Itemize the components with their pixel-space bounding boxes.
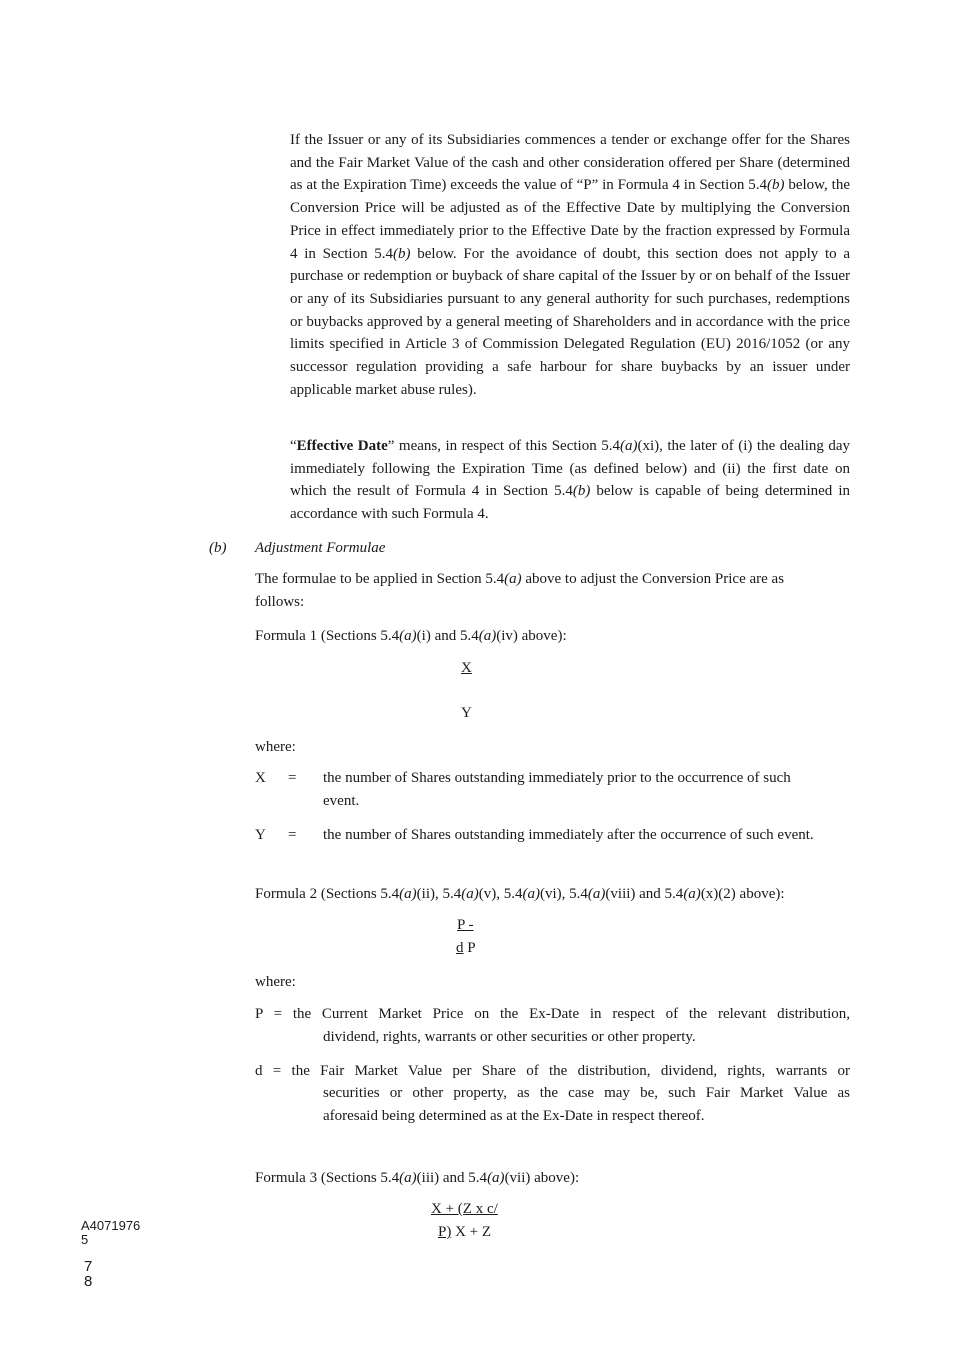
page-number	[84, 1258, 93, 1290]
formula1-def-y-text: the number of Shares outstanding immediately after the occurrence of such event.	[323, 827, 814, 843]
formula1-def-x-text: the number of Shares outstanding immediately prior to the occurrence of such	[323, 770, 791, 786]
formula1-def-x-text-cont: event.	[323, 793, 360, 809]
formula2-denominator	[456, 937, 476, 960]
formula3-denominator-rest: X + Z	[455, 1224, 492, 1240]
section-title: Adjustment Formulae	[255, 540, 386, 556]
formula2-def-d-cont1: securities or other property, as the case may be, such Fair Market Value as	[323, 1085, 850, 1101]
section-number: (b)	[209, 540, 227, 556]
formula2-def-p-cont: dividend, rights, warrants or other securities or other property.	[323, 1029, 696, 1045]
formula1-where: where:	[255, 739, 296, 755]
formula3-denominator-underlined: P)	[438, 1224, 452, 1240]
formula2-where: where:	[255, 974, 296, 990]
defined-term: Effective Date	[296, 438, 388, 454]
formula3-numerator: X + (Z x c/	[431, 1201, 498, 1217]
formula1-heading: Formula 1 (Sections 5.4(a)(i) and 5.4(a)(iv) above):	[255, 628, 567, 644]
formula3-heading: Formula 3 (Sections 5.4(a)(iii) and 5.4(a)(vii) above):	[255, 1170, 580, 1186]
formula1-def-x-symbol: X	[255, 770, 266, 786]
formula1-denominator: Y	[461, 705, 472, 721]
formula3-denominator	[438, 1221, 491, 1244]
formula1-def-y-equals: =	[288, 827, 297, 843]
page-number-digit-2: 8	[84, 1273, 93, 1290]
formula2-denominator-underlined: d	[456, 940, 464, 956]
formula2-denominator-rest: P	[467, 940, 476, 956]
document-id-line2: 5	[81, 1232, 89, 1247]
formula2-def-p: P = the Current Market Price on the Ex-Date in respect of the relevant distribution,	[255, 1006, 850, 1022]
formula2-def-d: d = the Fair Market Value per Share of the distribution, dividend, rights, warrants or	[255, 1063, 850, 1079]
formulae-intro: The formulae to be applied in Section 5.4(a) above to adjust the Conversion Price are as follows:	[255, 571, 785, 610]
tender-offer-paragraph: If the Issuer or any of its Subsidiaries commences a tender or exchange offer for the Shares and the Fair Market Value of the cash and other consideration offered per Share (determined as at the Expiration Time) exceeds the value of “P” in Formula 4 in Section 5.4(b) below, the Conversion Price will be adjusted as of the Effective Date by multiplying the Conversion Price in effect immediately prior to the Effective Date by the fraction expressed by Formula 4 in Section 5.4(b) below. For the avoidance of doubt, this section does not apply to a purchase or redemption or buyback of share capital of the Issuer by or on behalf of the Issuer or any of its Subsidiaries pursuant to any general authority for such purchases, redemptions or buybacks approved by a general meeting of Shareholders and in accordance with the price limits specified in Article 3 of Commission Delegated Regulation (EU) 2016/1052 (or any successor regulation providing a safe harbour for share buybacks by an issuer under applicable market abuse rules).	[290, 132, 851, 398]
document-id	[81, 1219, 140, 1247]
formula2-heading: Formula 2 (Sections 5.4(a)(ii), 5.4(a)(v), 5.4(a)(vi), 5.4(a)(viii) and 5.4(a)(x)(2) above):	[255, 886, 785, 902]
formula2-def-d-cont2: aforesaid being determined as at the Ex-Date in respect thereof.	[323, 1108, 705, 1124]
formula1-def-y-symbol: Y	[255, 827, 266, 843]
formula2-numerator: P -	[457, 917, 474, 933]
page-number-digit: 7	[84, 1258, 93, 1275]
document-id-line1: A4071976	[81, 1218, 141, 1233]
formula1-def-x-equals: =	[288, 770, 297, 786]
formula1-numerator: X	[461, 660, 472, 676]
effective-date-definition: “Effective Date” means, in respect of this Section 5.4(a)(xi), the later of (i) the dealing day immediately following the Expiration Time (as defined below) and (ii) the first date on which the result of Formula 4 in Section 5.4(b) below is capable of being determined in accordance with such Formula 4.	[290, 438, 851, 523]
